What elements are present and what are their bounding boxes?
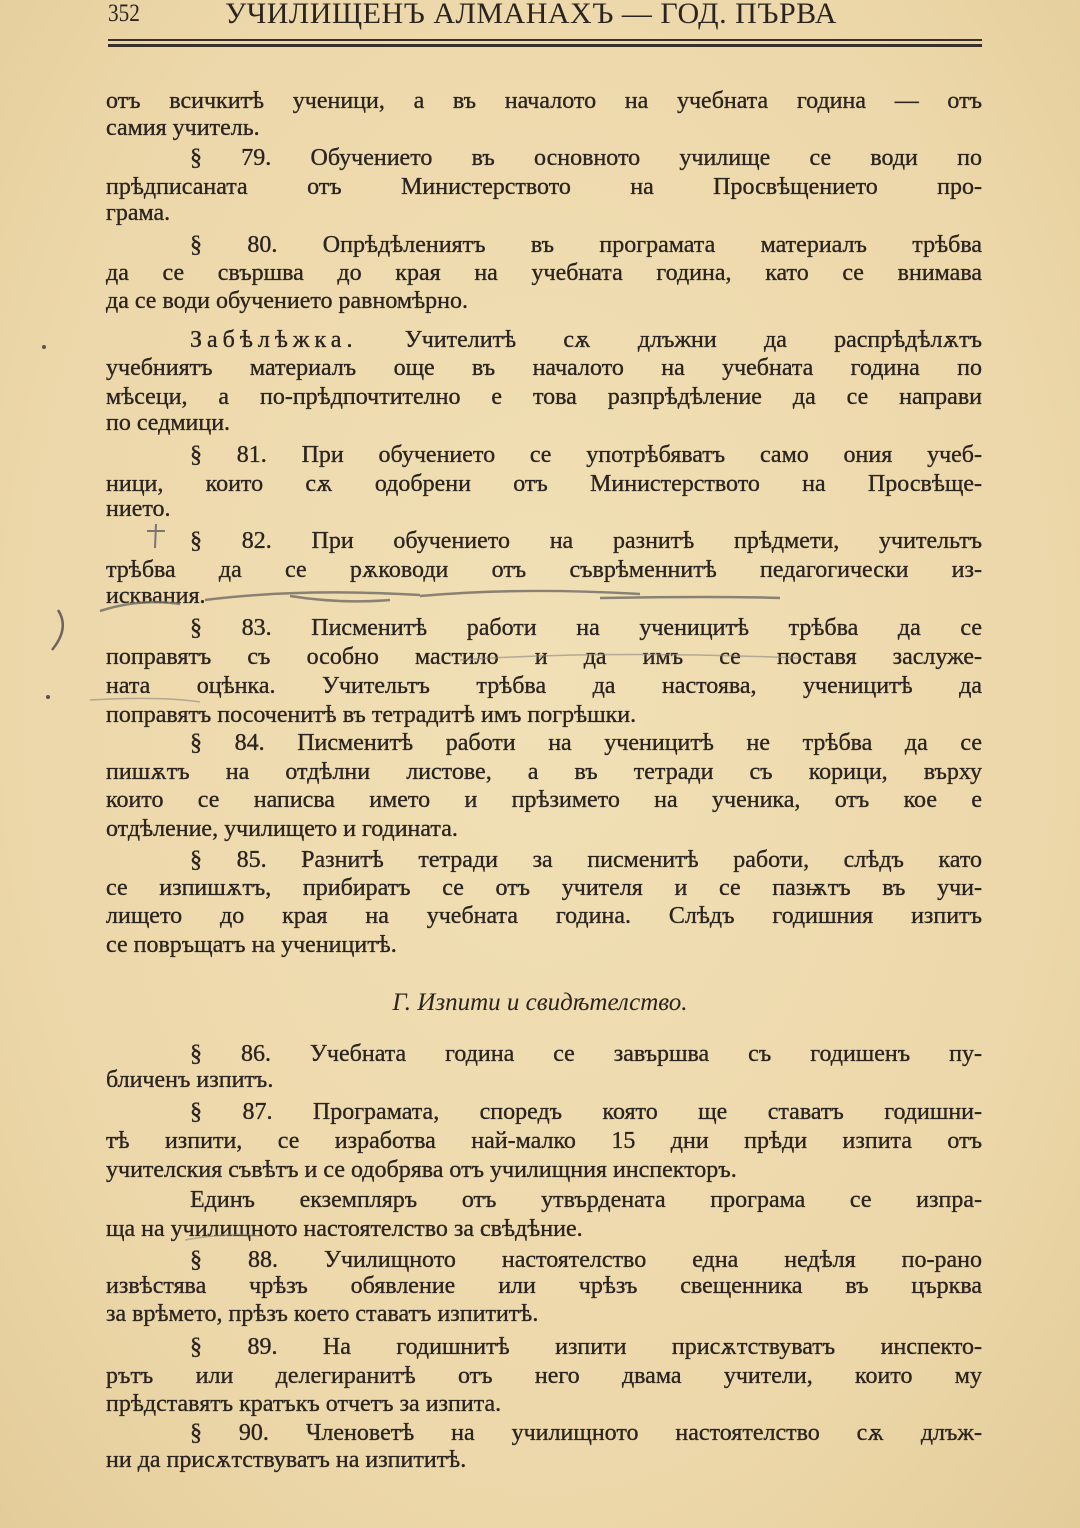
text-line (190, 527, 982, 555)
text-line (190, 846, 982, 874)
line-text: § 87. Програмата, споредъ която ще ставатъ годишни- (190, 1099, 982, 1125)
line-text: § 86. Учебната година се завършва съ годишенъ пу- (190, 1041, 982, 1067)
line-text: се повръщатъ на ученицитѣ. (106, 932, 397, 958)
line-text: мѣсеци, а по-прѣдпочтително е това разпрѣдѣление да се направи (106, 384, 982, 410)
line-text: § 88. Училищното настоятелство една недѣля по-рано (190, 1247, 982, 1273)
section-heading: Г. Изпити и свидѣтелство. (392, 989, 688, 1016)
text-line (106, 114, 982, 142)
line-text: § 82. При обучението на разнитѣ прѣдмети, учительтъ (190, 528, 982, 554)
text-line (190, 326, 982, 354)
line-text: които се написва името и прѣзимето на ученика, отъ кое е (106, 787, 982, 813)
text-line (106, 1390, 982, 1418)
line-text: да се свършва до края на учебната година, като се внимава (106, 260, 982, 286)
line-text: § 81. При обучението се употрѣбяватъ само ония учеб- (190, 442, 982, 468)
text-line (106, 1156, 982, 1184)
line-text: трѣбва да се рѫководи отъ съврѣменнитѣ педагогически из- (106, 557, 982, 583)
line-text: извѣстява чрѣзъ обявление или чрѣзъ свещенника въ църква (106, 1273, 982, 1299)
line-text: прѣдписаната отъ Министерството на Просвѣщението про- (106, 174, 982, 200)
line-text: Учителитѣ сѫ длъжни да распрѣдѣлѫтъ (404, 327, 983, 353)
line-text: поправятъ съ особно мастило и да имъ се поставя заслуже- (106, 644, 982, 670)
line-text: бличенъ изпитъ. (106, 1067, 274, 1093)
line-text: прѣдставятъ кратъкъ отчетъ за изпита. (106, 1391, 502, 1417)
text-line (106, 786, 982, 814)
text-line (190, 1098, 982, 1126)
text-line (190, 1040, 982, 1068)
text-line (106, 815, 982, 843)
line-text: се изпишѫтъ, прибиратъ се отъ учителя и се пазѭтъ въ учи- (106, 875, 982, 901)
text-line (106, 259, 982, 287)
header-rule-thick (108, 44, 982, 47)
text-line (106, 87, 982, 115)
line-text: по седмици. (106, 410, 231, 436)
note-label: Забѣлѣжка. (190, 327, 358, 353)
line-text: § 84. Писменитѣ работи на ученицитѣ не трѣбва да се (190, 730, 982, 756)
text-line (106, 701, 982, 729)
line-text: рътъ или делегиранитѣ отъ него двама учители, които му (106, 1363, 982, 1389)
line-text: учебниятъ материалъ още въ началото на учебната година по (106, 355, 982, 381)
text-line (106, 383, 982, 411)
line-text: Единъ екземпляръ отъ утвърдената програма се изпра- (190, 1187, 982, 1213)
text-line (106, 1300, 982, 1328)
page-number: 352 (108, 0, 140, 27)
line-text: поправятъ посоченитѣ въ тетрадитѣ имъ погрѣшки. (106, 702, 637, 728)
text-line (106, 931, 982, 959)
text-line (106, 199, 982, 227)
line-text: тѣ изпити, се изработва най-малко 15 дни прѣди изпита отъ (106, 1128, 982, 1154)
pencil-cross-mark (147, 524, 165, 548)
text-line (106, 1127, 982, 1155)
text-line (190, 729, 982, 757)
line-text: ници, които сѫ одобрени отъ Министерството на Просвѣще- (106, 471, 982, 497)
line-text: § 90. Членоветѣ на училищното настоятелство сѫ длъж- (190, 1420, 982, 1446)
text-line (190, 1186, 982, 1214)
line-text: § 80. Опрѣдѣлениятъ въ програмата материалъ трѣбва (190, 232, 982, 258)
text-line (190, 614, 982, 642)
text-line (106, 1446, 982, 1474)
text-line (190, 1419, 982, 1447)
text-line (106, 902, 982, 930)
line-text: да се води обучението равномѣрно. (106, 288, 468, 314)
line-text: пишѫтъ на отдѣлни листове, а въ тетради съ корици, върху (106, 759, 982, 785)
running-title: УЧИЛИЩЕНЪ АЛМАНАХЪ — ГОД. ПЪРВА (225, 0, 837, 30)
line-text: § 79. Обучението въ основното училище се води по (190, 145, 982, 171)
line-text: ща на училищното настоятелство за свѣдѣние. (106, 1216, 583, 1242)
text-line (106, 643, 982, 671)
text-line (106, 1362, 982, 1390)
text-line (106, 582, 982, 610)
ink-dot (42, 345, 46, 349)
header-rule-thin (108, 39, 982, 41)
text-line (106, 1272, 982, 1300)
text-line (190, 144, 982, 172)
text-line (106, 173, 982, 201)
text-line (106, 495, 982, 523)
line-text: исквания. (106, 583, 206, 609)
text-line (106, 556, 982, 584)
text-line (190, 441, 982, 469)
line-text: за врѣмето, прѣзъ което ставатъ изпититѣ. (106, 1301, 539, 1327)
line-text: учителския съвѣтъ и се одобрява отъ училищния инспекторъ. (106, 1157, 737, 1183)
line-text: § 89. На годишнитѣ изпити присѫтствуватъ инспекто- (190, 1334, 982, 1360)
line-text: отдѣление, училището и годината. (106, 816, 458, 842)
text-line (106, 354, 982, 382)
line-text: лището до края на учебната година. Слѣдъ годишния изпитъ (106, 903, 982, 929)
line-text: самия учитель. (106, 115, 260, 141)
line-text: ната оцѣнка. Учительтъ трѣбва да настоява, ученицитѣ да (106, 673, 982, 699)
text-line (106, 409, 982, 437)
line-text: отъ всичкитѣ ученици, а въ началото на учебната година — отъ (106, 88, 982, 114)
line-text: грама. (106, 200, 171, 226)
text-line (106, 874, 982, 902)
line-text: § 83. Писменитѣ работи на ученицитѣ трѣбва да се (190, 615, 982, 641)
text-line (106, 1066, 982, 1094)
ink-dot (46, 695, 50, 699)
text-line (106, 470, 982, 498)
text-line (106, 672, 982, 700)
line-text: § 85. Разнитѣ тетради за писменитѣ работи, слѣдъ като (190, 847, 982, 873)
line-text: ни да присѫтствуватъ на изпититѣ. (106, 1447, 467, 1473)
text-line (106, 1215, 982, 1243)
text-line (190, 1246, 982, 1274)
text-line (190, 1333, 982, 1361)
pencil-bracket-mark (52, 610, 63, 650)
text-line (106, 758, 982, 786)
text-line (190, 231, 982, 259)
text-line (106, 287, 982, 315)
line-text: нието. (106, 496, 171, 522)
